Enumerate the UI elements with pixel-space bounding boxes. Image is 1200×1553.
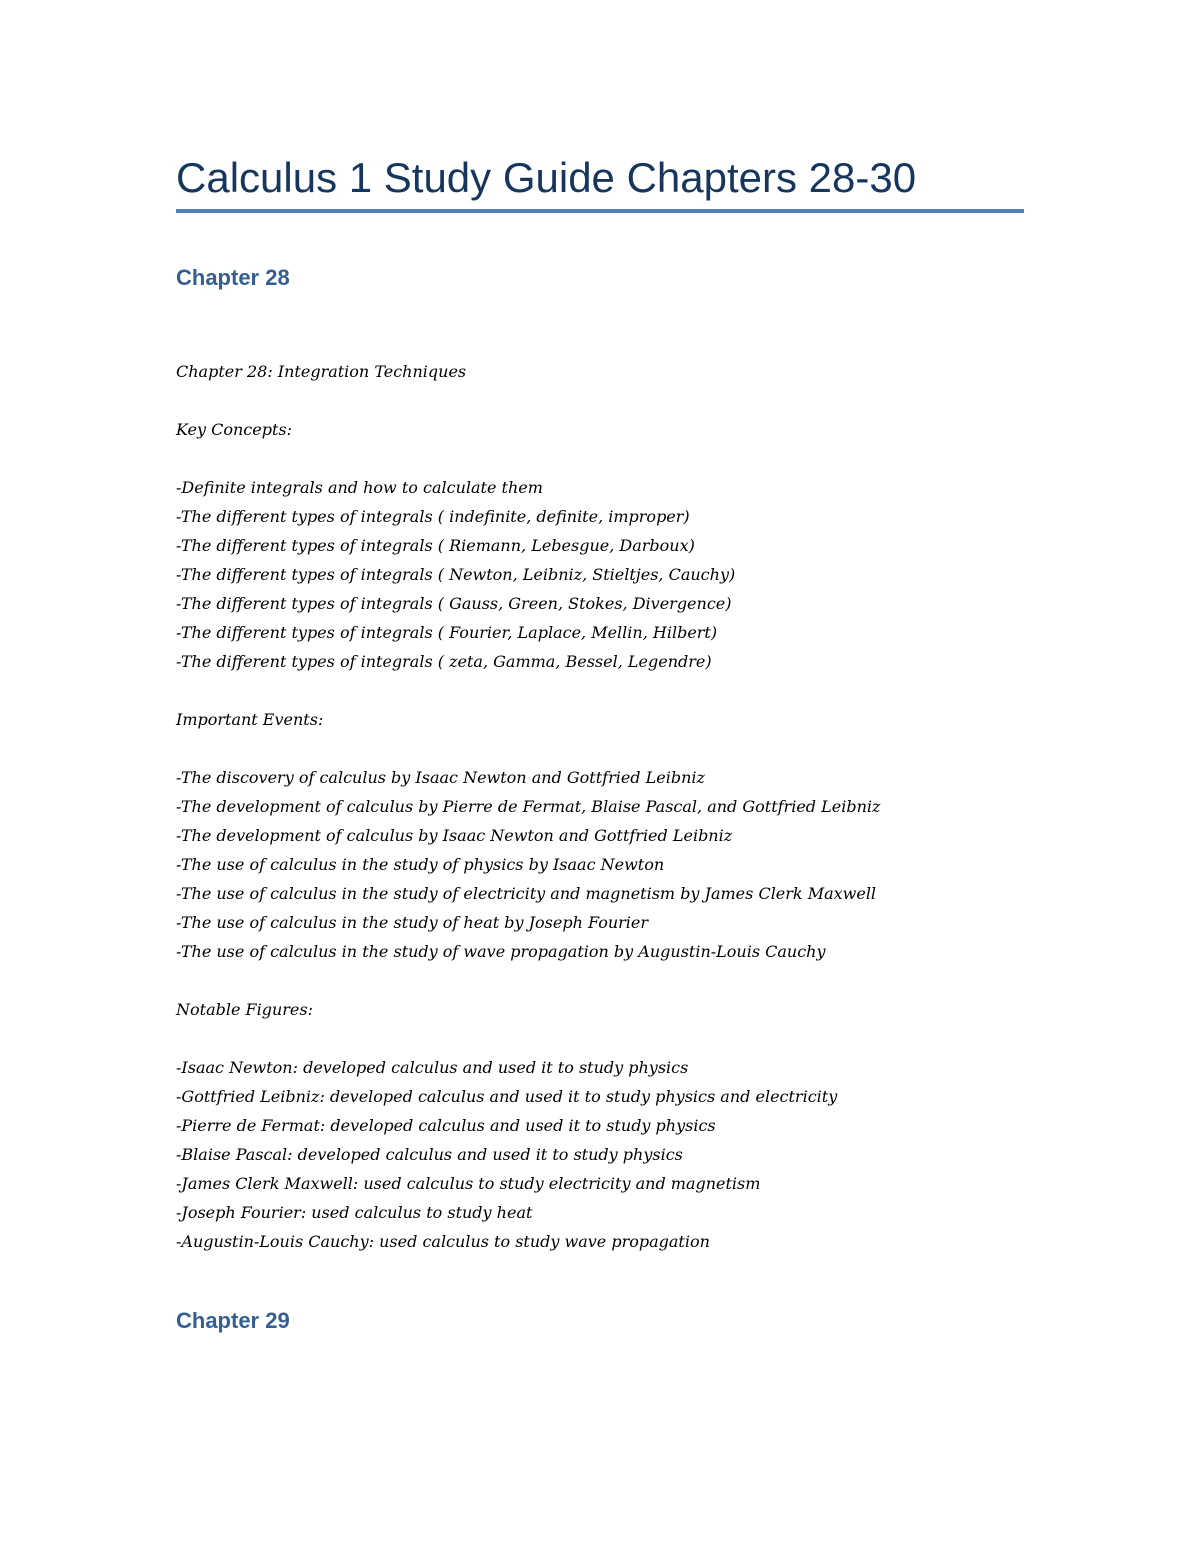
chapter-28-subtitle: Chapter 28: Integration Techniques <box>176 362 467 381</box>
notable-figures-label: Notable Figures: <box>176 1000 313 1019</box>
list-item: -The different types of integrals ( Fourier, Laplace, Mellin, Hilbert) <box>176 623 718 642</box>
list-item: -Isaac Newton: developed calculus and used it to study physics <box>176 1058 689 1077</box>
spacer <box>176 966 1036 995</box>
list-item: -James Clerk Maxwell: used calculus to study electricity and magnetism <box>176 1174 761 1193</box>
list-item: -The use of calculus in the study of electricity and magnetism by James Clerk Maxwell <box>176 884 877 903</box>
spacer <box>176 734 1036 763</box>
list-item: -The discovery of calculus by Isaac Newton and Gottfried Leibniz <box>176 768 705 787</box>
spacer <box>176 1024 1036 1053</box>
document-title: Calculus 1 Study Guide Chapters 28-30 <box>176 154 917 201</box>
list-item: -The different types of integrals ( Riemann, Lebesgue, Darboux) <box>176 536 695 555</box>
list-item: -The different types of integrals ( indefinite, definite, improper) <box>176 507 690 526</box>
list-item: -Gottfried Leibniz: developed calculus and used it to study physics and electricity <box>176 1087 838 1106</box>
key-concepts-list <box>176 473 1036 676</box>
list-item: -The use of calculus in the study of physics by Isaac Newton <box>176 855 665 874</box>
notable-figures-list <box>176 1053 1036 1256</box>
list-item: -The different types of integrals ( Gauss, Green, Stokes, Divergence) <box>176 594 732 613</box>
list-item: -The use of calculus in the study of wave propagation by Augustin-Louis Cauchy <box>176 942 826 961</box>
list-item: -The use of calculus in the study of heat by Joseph Fourier <box>176 913 649 932</box>
list-item: -Blaise Pascal: developed calculus and used it to study physics <box>176 1145 683 1164</box>
list-item: -Definite integrals and how to calculate them <box>176 478 543 497</box>
chapter-28-heading: Chapter 28 <box>176 265 290 290</box>
list-item: -The different types of integrals ( Newton, Leibniz, Stieltjes, Cauchy) <box>176 565 736 584</box>
spacer <box>176 676 1036 705</box>
chapter-29-heading: Chapter 29 <box>176 1308 290 1333</box>
important-events-list <box>176 763 1036 966</box>
list-item: -Joseph Fourier: used calculus to study heat <box>176 1203 533 1222</box>
list-item: -Pierre de Fermat: developed calculus and used it to study physics <box>176 1116 716 1135</box>
list-item: -The development of calculus by Pierre de Fermat, Blaise Pascal, and Gottfried Leibniz <box>176 797 881 816</box>
important-events-label: Important Events: <box>176 710 324 729</box>
chapter-28-body <box>176 357 1036 1256</box>
key-concepts-label: Key Concepts: <box>176 420 292 439</box>
spacer <box>176 386 1036 415</box>
list-item: -Augustin-Louis Cauchy: used calculus to study wave propagation <box>176 1232 710 1251</box>
title-underline-rule <box>176 209 1024 213</box>
spacer <box>176 444 1036 473</box>
list-item: -The different types of integrals ( zeta, Gamma, Bessel, Legendre) <box>176 652 712 671</box>
list-item: -The development of calculus by Isaac Newton and Gottfried Leibniz <box>176 826 733 845</box>
